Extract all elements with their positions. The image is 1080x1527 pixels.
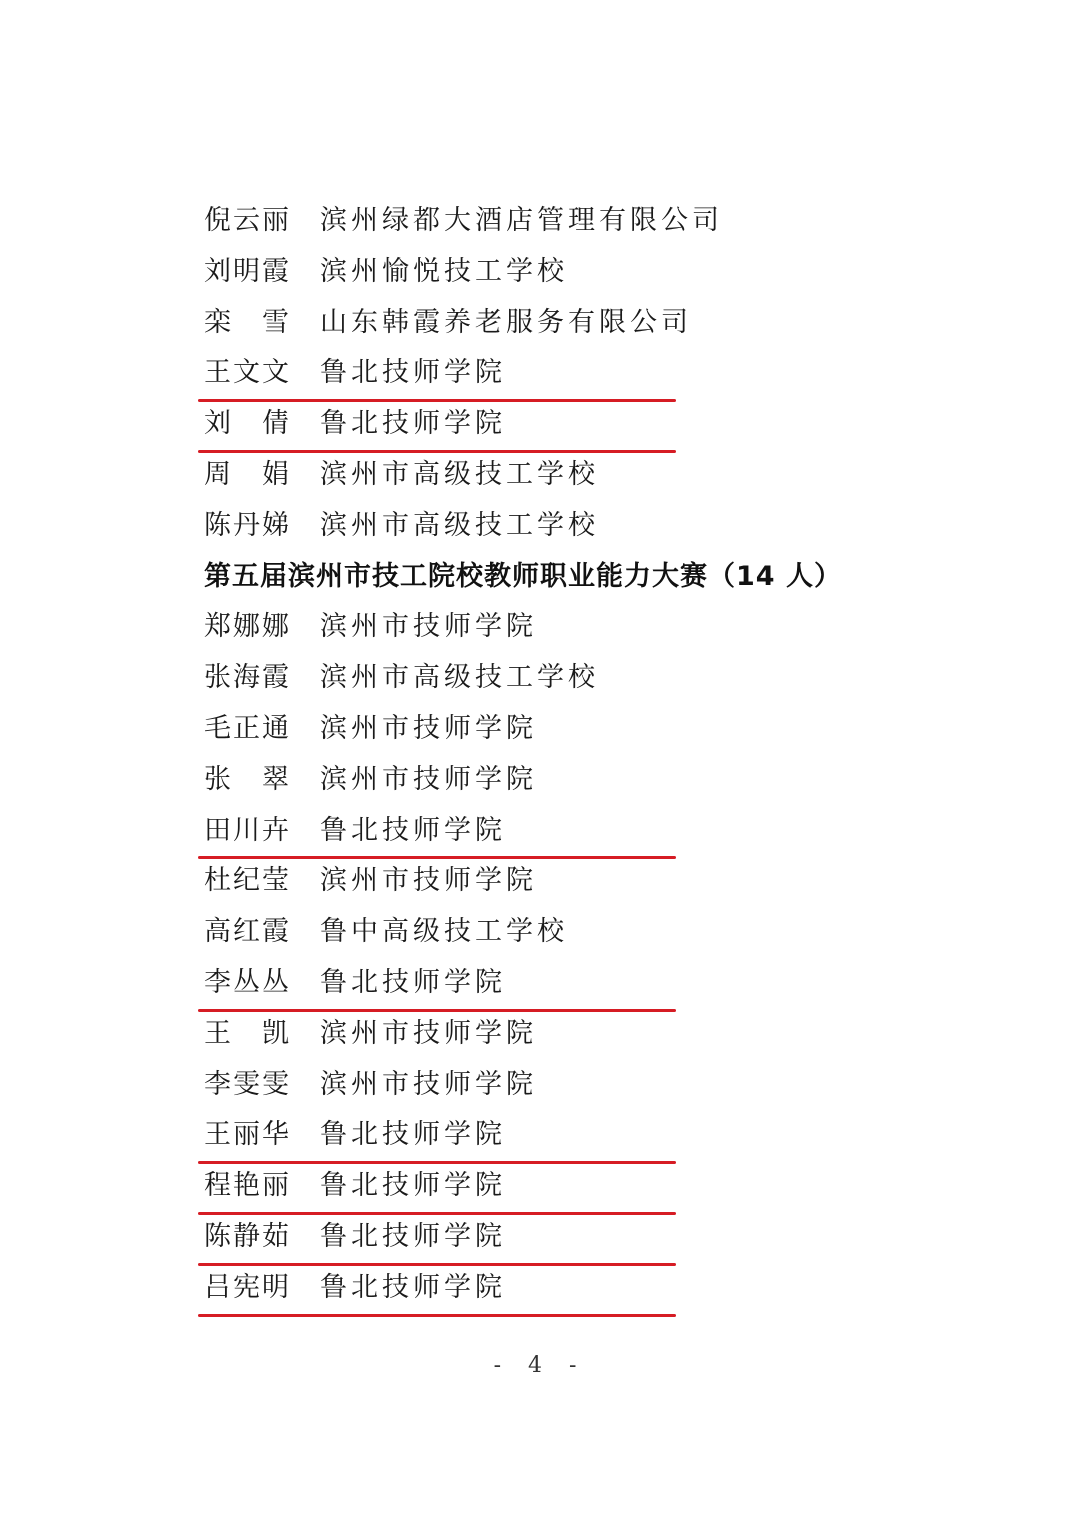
person-name: 刘 倩 xyxy=(204,408,291,440)
list-item xyxy=(204,1263,964,1314)
list-item xyxy=(204,348,964,399)
list-item xyxy=(204,907,964,958)
organization-name: 山东韩霞养老服务有限公司 xyxy=(320,306,692,338)
list-item xyxy=(204,602,964,653)
list-item xyxy=(204,1212,964,1263)
person-name: 张海霞 xyxy=(204,662,291,694)
person-name: 王 凯 xyxy=(204,1017,291,1049)
organization-name: 滨州市技师学院 xyxy=(320,865,537,897)
top-entries-group xyxy=(204,196,964,552)
section-heading: 第五届滨州市技工院校教师职业能力大赛（14 人） xyxy=(204,560,842,592)
person-name: 毛正通 xyxy=(204,712,291,744)
person-name: 周 娟 xyxy=(204,458,291,490)
list-item xyxy=(204,704,964,755)
person-name: 杜纪莹 xyxy=(204,865,291,897)
list-item xyxy=(204,196,964,247)
list-item xyxy=(204,501,964,552)
organization-name: 滨州愉悦技工学校 xyxy=(320,255,568,287)
person-name: 田川卉 xyxy=(204,814,291,846)
list-item xyxy=(204,1161,964,1212)
list-item xyxy=(204,1009,964,1060)
list-item xyxy=(204,755,964,806)
person-name: 吕宪明 xyxy=(204,1271,291,1303)
person-name: 倪云丽 xyxy=(204,205,291,236)
person-name: 程艳丽 xyxy=(204,1170,291,1202)
list-item xyxy=(204,298,964,349)
organization-name: 鲁北技师学院 xyxy=(320,966,506,998)
list-item xyxy=(204,958,964,1009)
person-name: 高红霞 xyxy=(204,916,291,948)
organization-name: 滨州市技师学院 xyxy=(320,1068,537,1100)
organization-name: 鲁北技师学院 xyxy=(320,357,506,389)
organization-name: 滨州绿都大酒店管理有限公司 xyxy=(320,205,723,236)
person-name: 李丛丛 xyxy=(204,966,291,998)
person-name: 栾 雪 xyxy=(204,306,291,338)
organization-name: 鲁中高级技工学校 xyxy=(320,916,568,948)
organization-name: 鲁北技师学院 xyxy=(320,1271,506,1303)
organization-name: 滨州市高级技工学校 xyxy=(320,662,599,694)
organization-name: 滨州市高级技工学校 xyxy=(320,509,599,541)
list-item xyxy=(204,450,964,501)
organization-name: 滨州市技师学院 xyxy=(320,712,537,744)
list-item xyxy=(204,1110,964,1161)
organization-name: 鲁北技师学院 xyxy=(320,1170,506,1202)
organization-name: 鲁北技师学院 xyxy=(320,814,506,846)
person-name: 刘明霞 xyxy=(204,255,291,287)
list-item xyxy=(204,1060,964,1111)
organization-name: 滨州市技师学院 xyxy=(320,1017,537,1049)
list-item xyxy=(204,806,964,857)
organization-name: 鲁北技师学院 xyxy=(320,1220,506,1252)
person-name: 陈丹娣 xyxy=(204,509,291,541)
person-name: 王丽华 xyxy=(204,1119,291,1151)
page-number: - 4 - xyxy=(493,1353,587,1378)
list-item xyxy=(204,856,964,907)
organization-name: 滨州市技师学院 xyxy=(320,611,537,643)
list-item xyxy=(204,399,964,450)
red-underline xyxy=(198,1314,676,1317)
list-item xyxy=(204,247,964,298)
organization-name: 滨州市高级技工学校 xyxy=(320,458,599,490)
organization-name: 鲁北技师学院 xyxy=(320,408,506,440)
person-name: 王文文 xyxy=(204,357,291,389)
person-name: 郑娜娜 xyxy=(204,611,291,643)
person-name: 张 翠 xyxy=(204,763,291,795)
organization-name: 鲁北技师学院 xyxy=(320,1119,506,1151)
award-list xyxy=(204,196,964,1314)
list-item xyxy=(204,653,964,704)
section-entries-group xyxy=(204,602,964,1313)
organization-name: 滨州市技师学院 xyxy=(320,763,537,795)
person-name: 李雯雯 xyxy=(204,1068,291,1100)
person-name: 陈静茹 xyxy=(204,1220,291,1252)
